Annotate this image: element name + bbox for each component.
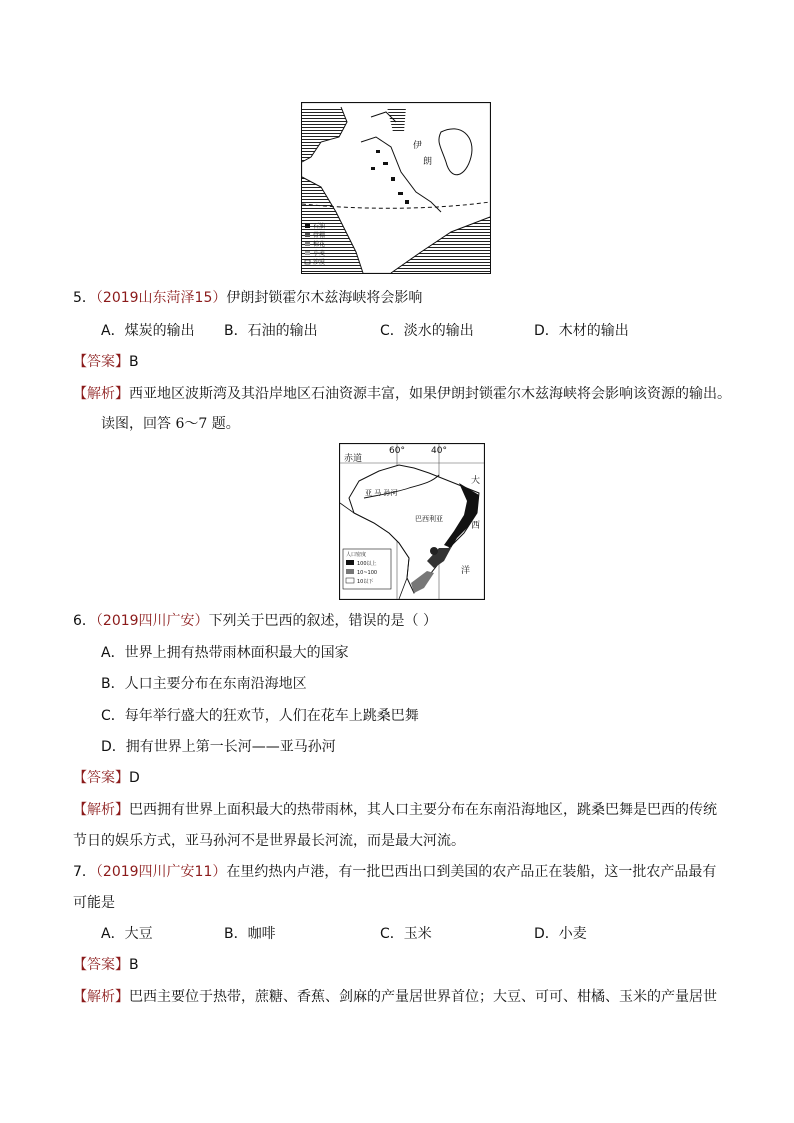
q6-analysis-line-2: 节日的娱乐方式，亚马孙河不是世界最长河流，而是最大河流。 [73,833,465,849]
q6-answer-value: D [129,770,140,786]
map1-legend-4: 小麦 [313,250,326,257]
q5-option-a: A．煤炭的输出 [101,323,195,339]
map1-legend-1: 石油 [313,223,326,230]
q6-answer-label: 【答案】 [73,770,129,786]
map2-ocean-2: 西 [471,521,481,531]
q5-stem [73,288,422,308]
q7-question-line-2: 可能是 [73,895,115,911]
map2-brasilia: 巴西利亚 [415,515,443,523]
map2-equator: 赤道 [344,454,363,464]
q7-question-1: 在里约热内卢港，有一批巴西出口到美国的农产品正在装船，这一批农产品最有 [226,864,717,880]
q6-analysis-text-1: 巴西拥有世界上面积最大的热带雨林，其人口主要分布在东南沿海地区，跳桑巴舞是巴西的传统 [129,802,717,818]
map2-lon-40: 40° [431,446,447,456]
q7-answer [73,955,139,975]
q5-option-b: B．石油的输出 [224,323,318,339]
q5-source: （2019山东菏泽15） [95,290,227,306]
q5-option-d: D．木材的输出 [534,323,629,339]
q6-answer [73,768,140,788]
q7-analysis-text: 巴西主要位于热带，蔗糖、香蕉、剑麻的产量居世界首位；大豆、可可、柑橘、玉米的产量居世 [129,989,717,1005]
map1-legend-5: 沙漠 [313,259,326,266]
map2-ocean-1: 大 [471,476,481,486]
q6-option-b: B．人口主要分布在东南沿海地区 [101,676,307,692]
q7-option-d: D．小麦 [534,926,587,942]
map1-label-2: 朗 [423,157,433,167]
q6-source: （2019四川广安） [95,613,209,629]
q6-option-c: C．每年举行盛大的狂欢节，人们在花车上跳桑巴舞 [101,708,419,724]
q7-answer-label: 【答案】 [73,957,129,973]
q6-analysis [73,800,717,820]
q6-analysis-label: 【解析】 [73,802,129,818]
q7-source: （2019四川广安11） [95,864,227,880]
q7-analysis-label: 【解析】 [73,989,129,1005]
q5-answer-label: 【答案】 [73,354,129,370]
q7-option-c: C．玉米 [380,926,432,942]
q7-option-b: B．咖啡 [224,926,276,942]
map1-legend-2: 骨棚 [313,232,326,239]
west-asia-map [301,102,491,274]
q7-answer-value: B [129,957,139,973]
map2-ocean-3: 洋 [461,566,471,576]
q7-number: 7． [73,864,96,880]
q5-analysis-label: 【解析】 [73,386,129,402]
map2-legend-1: 100以上 [357,561,377,567]
map2-lon-60: 60° [389,446,405,456]
q5-answer-value: B [129,354,139,370]
q7-analysis [73,987,717,1007]
q7-stem [73,862,716,882]
map1-label-1: 伊 [413,141,423,151]
q5-question: 伊朗封锁霍尔木兹海峡将会影响 [226,290,423,306]
q5-analysis-text: 西亚地区波斯湾及其沿岸地区石油资源丰富，如果伊朗封锁霍尔木兹海峡将会影响该资源的输出。 [129,386,731,402]
q5-analysis [73,384,731,404]
map2-amazon: 亚 马 孙河 [365,489,398,497]
q5-number: 5． [73,290,96,306]
map1-legend-3: 棉花 [313,241,326,248]
q5-answer [73,352,139,372]
q6-question: 下列关于巴西的叙述，错误的是（ ） [208,613,438,629]
map2-legend-title: 人口密度 [346,552,367,558]
q6-option-a: A．世界上拥有热带雨林面积最大的国家 [101,645,349,661]
q7-option-a: A．大豆 [101,926,153,942]
intro-text: 读图，回答 6～7 题。 [101,416,240,432]
map2-legend-2: 10~100 [357,570,378,576]
q6-number: 6． [73,613,96,629]
brazil-map [339,443,485,600]
map2-legend-3: 10以下 [357,579,374,585]
q5-option-c: C．淡水的输出 [380,323,474,339]
q6-stem [73,611,437,631]
q6-option-d: D．拥有世界上第一长河——亚马孙河 [101,739,336,755]
